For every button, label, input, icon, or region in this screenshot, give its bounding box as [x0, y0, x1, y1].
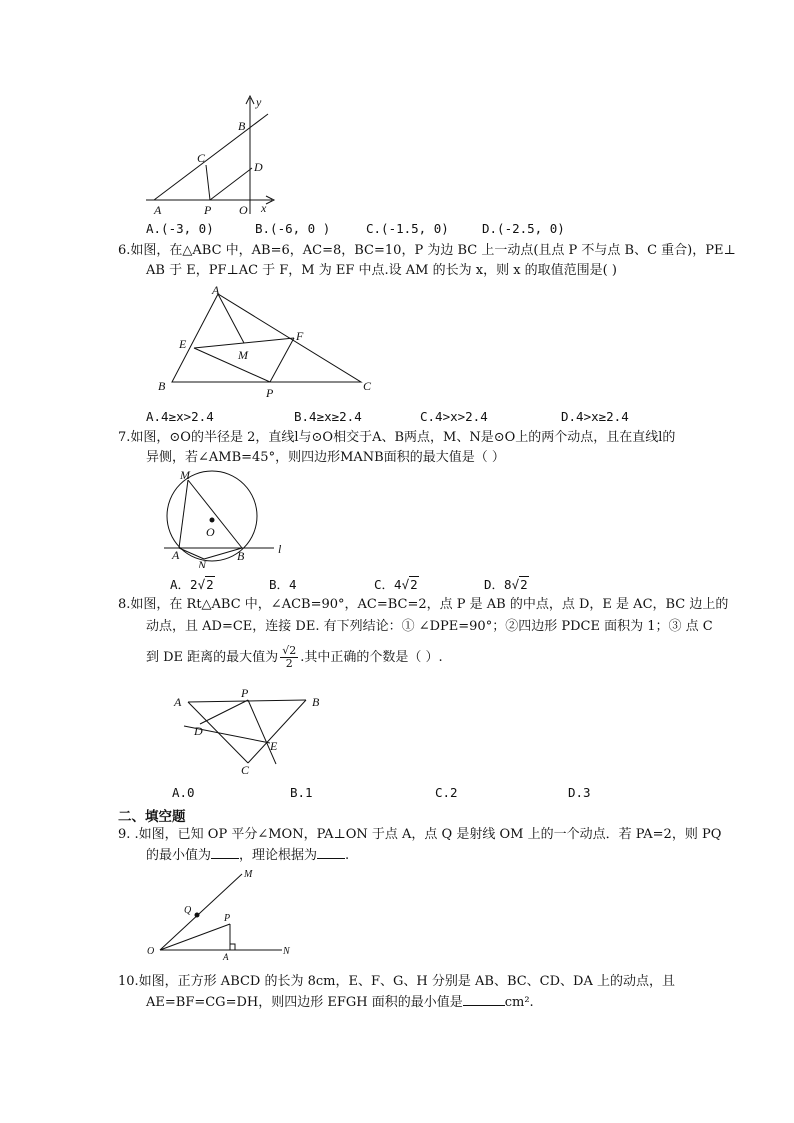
- q9-text-line2c: .: [345, 848, 350, 863]
- q7-option-a-prefix: A．: [170, 577, 191, 592]
- q5-label-D: D: [254, 160, 263, 174]
- q8-label-P: P: [241, 688, 249, 700]
- q9-label-P: P: [224, 913, 231, 924]
- q9-label-Q: Q: [184, 905, 192, 916]
- section-title-fill-in: 二、填空题: [118, 809, 186, 825]
- q10-text-line1: 10.如图，正方形 ABCD 的长为 8cm，E、F、G、H 分别是 AB、BC、CD、DA 上的动点，且: [118, 974, 675, 989]
- q9-label-M: M: [244, 869, 253, 880]
- q8-text-line2: 动点，且 AD=CE，连接 DE. 有下列结论：① ∠DPE=90°；②四边形 PDCE 面积为 1；③ 点 C: [146, 619, 713, 634]
- q6-text-line2: AB 于 E，PF⊥AC 于 F，M 为 EF 中点.设 AM 的长为 x，则 x 的取值范围是( ): [146, 263, 617, 278]
- q7-label-O: O: [206, 525, 215, 539]
- q5-label-A: A: [154, 203, 162, 217]
- q8-text-line3: [146, 645, 443, 670]
- q8-option-c[interactable]: C.2: [435, 785, 458, 800]
- q5-label-C: C: [197, 151, 206, 165]
- q6-figure: [154, 282, 384, 400]
- q6-option-d[interactable]: D.4>x≥2.4: [561, 409, 629, 424]
- q7-option-a-radicand: 2: [206, 577, 214, 592]
- q7-figure: [160, 466, 295, 568]
- q9-text-line1: 9. .如图，已知 OP 平分∠MON，PA⊥ON 于点 A，点 Q 是射线 OM 上的一个动点．若 PA=2，则 PQ: [118, 827, 722, 842]
- q6-label-F: F: [296, 329, 304, 343]
- q5-label-P: P: [204, 203, 212, 217]
- q10-text-line2b: cm².: [504, 995, 534, 1010]
- q9-answer-blank-1[interactable]: [211, 846, 239, 859]
- q6-label-B: B: [158, 379, 166, 393]
- q7-label-N: N: [198, 558, 207, 568]
- q8-fraction-numerator: √2: [282, 644, 297, 657]
- q9-text-line2: [146, 846, 349, 865]
- q5-label-x: x: [261, 201, 267, 215]
- q6-label-M: M: [238, 348, 248, 362]
- q6-option-a[interactable]: A.4≥x>2.4: [146, 409, 214, 424]
- q7-option-c-radicand: 2: [410, 577, 418, 592]
- q10-text-line2a: AE=BF=CG=DH，则四边形 EFGH 面积的最小值是: [146, 995, 463, 1010]
- q7-option-c[interactable]: C．4√2: [374, 577, 418, 592]
- q8-text-line3a: 到 DE 距离的最大值为: [146, 650, 279, 665]
- q9-figure: [144, 864, 294, 962]
- q7-option-b-prefix: B．: [269, 577, 290, 592]
- q7-option-a-coef: 2: [190, 577, 198, 592]
- q10-text-line2: [146, 993, 534, 1012]
- q5-figure: [140, 92, 280, 222]
- q8-text-line3b: .其中正确的个数是（ ）.: [300, 650, 443, 665]
- q8-label-E: E: [270, 739, 278, 753]
- q7-label-A: A: [172, 548, 180, 562]
- q7-option-d-prefix: D．: [484, 577, 505, 592]
- q7-label-M: M: [180, 468, 190, 482]
- q8-label-D: D: [194, 724, 203, 738]
- q7-text-line2: 异侧，若∠AMB=45°，则四边形MANB面积的最大值是（ ）: [146, 450, 505, 465]
- q9-label-N: N: [283, 946, 290, 957]
- q9-label-O: O: [147, 946, 155, 957]
- q8-fraction: [280, 645, 298, 670]
- q10-answer-blank[interactable]: [463, 993, 505, 1006]
- q8-text-line1: 8.如图，在 Rt△ABC 中，∠ACB=90°，AC=BC=2，点 P 是 AB 的中点，点 D，E 是 AC，BC 边上的: [118, 597, 729, 612]
- q5-option-b[interactable]: B.(-6, 0 ): [255, 221, 331, 236]
- q7-text-line1: 7.如图，⊙O的半径是 2，直线l与⊙O相交于A、B两点，M、N是⊙O上的两个动点，且在直线l的: [118, 430, 676, 445]
- q7-option-d[interactable]: D．8√2: [484, 577, 528, 592]
- q5-option-d[interactable]: D.(-2.5, 0): [482, 221, 565, 236]
- q9-label-A: A: [223, 952, 229, 962]
- q8-label-C: C: [241, 763, 250, 777]
- q8-label-B: B: [312, 695, 320, 709]
- q9-text-line2b: ，理论根据为: [239, 848, 318, 863]
- q6-label-E: E: [179, 337, 187, 351]
- q6-label-P: P: [266, 386, 274, 400]
- q7-label-B: B: [237, 549, 245, 563]
- q5-option-a[interactable]: A.(-3, 0): [146, 221, 214, 236]
- q5-option-c[interactable]: C.(-1.5, 0): [366, 221, 449, 236]
- q7-option-b-coef: 4: [289, 577, 297, 592]
- q5-label-B: B: [238, 119, 246, 133]
- q8-option-a[interactable]: A.0: [172, 785, 195, 800]
- q9-text-line2a: 的最小值为: [146, 848, 212, 863]
- q5-label-y: y: [256, 95, 262, 109]
- q7-label-l: l: [278, 542, 282, 556]
- q7-option-c-coef: 4: [394, 577, 402, 592]
- q7-option-c-prefix: C．: [374, 577, 395, 592]
- q5-label-O: O: [239, 203, 248, 217]
- q8-option-d[interactable]: D.3: [568, 785, 591, 800]
- q6-option-b[interactable]: B.4≥x≥2.4: [294, 409, 362, 424]
- q8-figure: [170, 688, 330, 778]
- q9-answer-blank-2[interactable]: [317, 846, 345, 859]
- q6-label-C: C: [363, 379, 372, 393]
- q6-label-A: A: [212, 283, 220, 297]
- q7-option-b[interactable]: [269, 575, 297, 593]
- q8-option-b[interactable]: B.1: [290, 785, 313, 800]
- q8-label-A: A: [174, 695, 182, 709]
- q6-option-c[interactable]: C.4>x>2.4: [420, 409, 488, 424]
- q7-option-a[interactable]: A．2√2: [170, 577, 214, 592]
- q7-option-d-radicand: 2: [520, 577, 528, 592]
- q8-fraction-denominator: 2: [285, 657, 293, 670]
- q7-option-d-coef: 8: [504, 577, 512, 592]
- q6-text-line1: 6.如图，在△ABC 中，AB=6，AC=8，BC=10，P 为边 BC 上一动点(且点 P 不与点 B、C 重合)，PE⊥: [118, 243, 736, 258]
